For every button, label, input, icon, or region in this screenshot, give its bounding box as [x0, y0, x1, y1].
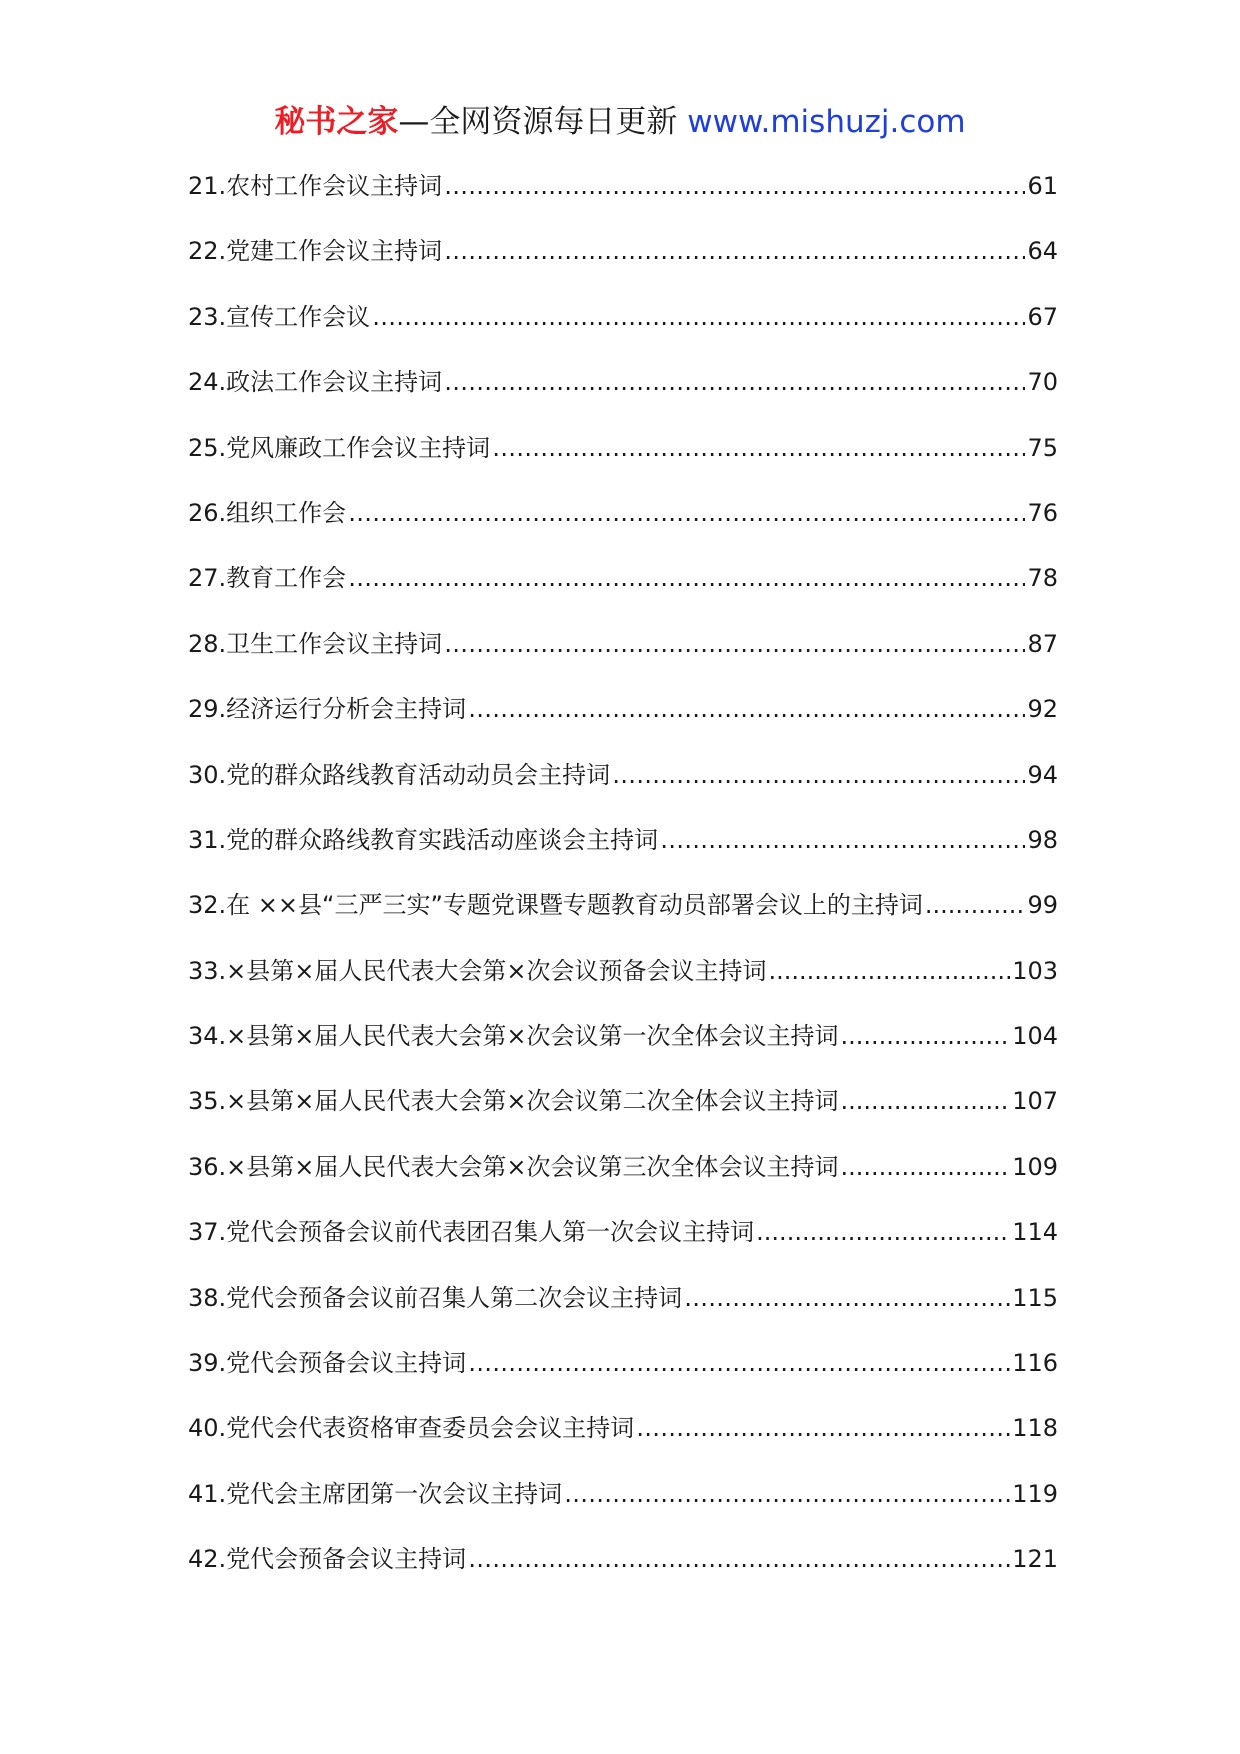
table-of-contents [188, 168, 1058, 1607]
header-tagline: —全网资源每日更新 [398, 104, 688, 140]
toc-entry[interactable] [188, 1410, 1058, 1475]
toc-entry-page: 99 [1027, 891, 1058, 920]
toc-entry-title: 34.×县第×届人民代表大会第×次会议第一次全体会议主持词 [188, 1022, 839, 1051]
dot-leader [925, 887, 1026, 923]
toc-entry-title: 30.党的群众路线教育活动动员会主持词 [188, 760, 611, 789]
toc-entry-title: 40.党代会代表资格审查委员会会议主持词 [188, 1414, 635, 1443]
toc-entry[interactable] [188, 953, 1058, 1018]
toc-entry[interactable] [188, 364, 1058, 429]
toc-entry-title: 24.政法工作会议主持词 [188, 368, 443, 397]
toc-entry-title: 37.党代会预备会议前代表团召集人第一次会议主持词 [188, 1218, 755, 1247]
dot-leader [756, 1214, 1010, 1250]
toc-entry-title: 42.党代会预备会议主持词 [188, 1545, 467, 1574]
dot-leader [372, 299, 1025, 335]
toc-entry-title: 31.党的群众路线教育实践活动座谈会主持词 [188, 825, 659, 854]
toc-entry-title: 27.教育工作会 [188, 564, 347, 593]
toc-entry[interactable] [188, 1018, 1058, 1083]
dot-leader [348, 495, 1025, 531]
toc-entry[interactable] [188, 1214, 1058, 1279]
dot-leader [684, 1280, 1010, 1316]
toc-entry[interactable] [188, 1280, 1058, 1345]
toc-entry-page: 61 [1027, 172, 1058, 200]
toc-entry[interactable] [188, 168, 1058, 233]
toc-entry[interactable] [188, 430, 1058, 495]
website-link[interactable]: www.mishuzj.com [687, 104, 966, 140]
toc-entry-page: 98 [1027, 825, 1058, 854]
toc-entry-page: 119 [1012, 1479, 1058, 1508]
toc-entry[interactable] [188, 495, 1058, 560]
toc-entry-page: 115 [1012, 1283, 1058, 1312]
toc-entry-title: 35.×县第×届人民代表大会第×次会议第二次全体会议主持词 [188, 1087, 839, 1116]
toc-entry[interactable] [188, 1476, 1058, 1541]
toc-entry-page: 116 [1012, 1349, 1058, 1378]
dot-leader [468, 1345, 1010, 1381]
dot-leader [841, 1083, 1011, 1119]
dot-leader [468, 1541, 1010, 1577]
toc-entry[interactable] [188, 1541, 1058, 1606]
dot-leader [444, 233, 1025, 269]
dot-leader [444, 168, 1025, 204]
toc-entry-page: 67 [1027, 302, 1058, 331]
toc-entry[interactable] [188, 1083, 1058, 1148]
toc-entry[interactable] [188, 1149, 1058, 1214]
dot-leader [468, 691, 1025, 727]
toc-entry-page: 87 [1027, 629, 1058, 658]
dot-leader [348, 560, 1025, 596]
dot-leader [841, 1018, 1011, 1054]
toc-entry-page: 114 [1012, 1218, 1058, 1247]
toc-entry-title: 32.在 ××县“三严三实”专题党课暨专题教育动员部署会议上的主持词 [188, 891, 923, 920]
dot-leader [444, 626, 1025, 662]
toc-entry[interactable] [188, 626, 1058, 691]
toc-entry-page: 104 [1012, 1022, 1058, 1051]
toc-entry[interactable] [188, 757, 1058, 822]
toc-entry-title: 38.党代会预备会议前召集人第二次会议主持词 [188, 1283, 683, 1312]
toc-entry-page: 107 [1012, 1087, 1058, 1116]
dot-leader [564, 1476, 1010, 1512]
dot-leader [841, 1149, 1011, 1185]
dot-leader [769, 953, 1011, 989]
toc-entry-page: 75 [1027, 433, 1058, 462]
brand-name: 秘书之家 [274, 104, 399, 140]
toc-entry[interactable] [188, 299, 1058, 364]
toc-entry-title: 26.组织工作会 [188, 498, 347, 527]
toc-entry-title: 36.×县第×届人民代表大会第×次会议第三次全体会议主持词 [188, 1152, 839, 1181]
toc-entry-page: 70 [1027, 368, 1058, 397]
dot-leader [612, 757, 1025, 793]
toc-entry-page: 118 [1012, 1414, 1058, 1443]
toc-entry-title: 28.卫生工作会议主持词 [188, 629, 443, 658]
toc-entry[interactable] [188, 233, 1058, 298]
toc-entry[interactable] [188, 822, 1058, 887]
toc-entry-page: 109 [1012, 1152, 1058, 1181]
toc-entry-page: 64 [1027, 237, 1058, 266]
toc-entry-page: 92 [1027, 695, 1058, 724]
toc-entry-page: 78 [1027, 564, 1058, 593]
toc-entry[interactable] [188, 1345, 1058, 1410]
toc-entry-title: 21.农村工作会议主持词 [188, 172, 443, 200]
toc-entry-title: 29.经济运行分析会主持词 [188, 695, 467, 724]
toc-entry[interactable] [188, 887, 1058, 952]
toc-entry-title: 23.宣传工作会议 [188, 302, 371, 331]
toc-entry-page: 103 [1012, 956, 1058, 985]
toc-entry-title: 25.党风廉政工作会议主持词 [188, 433, 491, 462]
dot-leader [444, 364, 1025, 400]
page-header [0, 100, 1240, 144]
toc-entry-title: 39.党代会预备会议主持词 [188, 1349, 467, 1378]
toc-entry-title: 22.党建工作会议主持词 [188, 237, 443, 266]
dot-leader [660, 822, 1025, 858]
toc-entry-page: 94 [1027, 760, 1058, 789]
toc-entry[interactable] [188, 560, 1058, 625]
dot-leader [636, 1410, 1010, 1446]
toc-entry-page: 76 [1027, 498, 1058, 527]
toc-entry[interactable] [188, 691, 1058, 756]
toc-entry-title: 33.×县第×届人民代表大会第×次会议预备会议主持词 [188, 956, 767, 985]
toc-entry-page: 121 [1012, 1545, 1058, 1574]
toc-entry-title: 41.党代会主席团第一次会议主持词 [188, 1479, 563, 1508]
dot-leader [492, 430, 1025, 466]
